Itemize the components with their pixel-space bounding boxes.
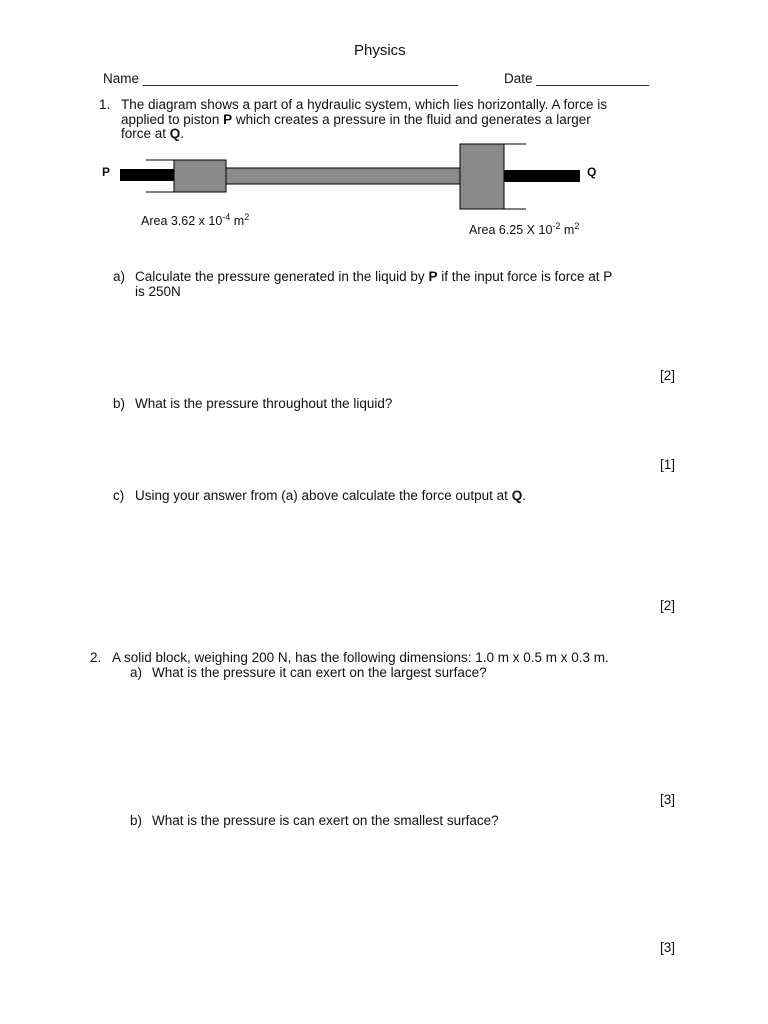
- q1b-text: What is the pressure throughout the liquid?: [135, 396, 393, 411]
- q1a-line-1: Calculate the pressure generated in the liquid by P if the input force is force at P: [135, 269, 613, 284]
- q1-number: 1.: [99, 97, 111, 112]
- name-blank[interactable]: __________________________________________: [142, 71, 459, 86]
- q1-line-2: applied to piston P which creates a pressure in the fluid and generates a larger: [121, 112, 591, 127]
- diagram-label-p: P: [102, 165, 111, 179]
- q2a-marks: [3]: [660, 792, 676, 807]
- q1a-line-2: is 250N: [135, 284, 181, 299]
- diagram-label-q: Q: [587, 165, 597, 179]
- q2b-label: b): [130, 813, 143, 828]
- q2-text: A solid block, weighing 200 N, has the following dimensions: 1.0 m x 0.5 m x 0.3 m.: [112, 650, 609, 665]
- page-title: Physics: [354, 42, 406, 59]
- piston-rod-q: [504, 170, 580, 182]
- q2b-marks: [3]: [660, 940, 676, 955]
- piston-rod-p: [120, 169, 174, 181]
- q2b-text: What is the pressure is can exert on the smallest surface?: [152, 813, 499, 828]
- connecting-pipe: [226, 168, 460, 184]
- q1c-text: Using your answer from (a) above calculate the force output at Q.: [135, 488, 526, 503]
- q2-number: 2.: [90, 650, 102, 665]
- q1-piston-p: P: [223, 112, 233, 127]
- q2a-text: What is the pressure it can exert on the largest surface?: [152, 665, 487, 680]
- q1c-label: c): [113, 488, 125, 503]
- date-label: Date: [504, 71, 533, 86]
- q1b-label: b): [113, 396, 126, 411]
- date-blank[interactable]: _______________: [536, 71, 649, 86]
- name-label: Name: [103, 71, 140, 86]
- area-large-label: Area 6.25 X $10^{-2}$ $m^2$: [469, 221, 580, 237]
- q1-point-q: Q: [169, 126, 181, 141]
- q1a-label: a): [113, 269, 126, 284]
- small-piston: [174, 160, 226, 192]
- area-small-label: Area 3.62 x $10^{-4}$ $m^2$: [141, 212, 250, 228]
- q1b-marks: [1]: [660, 457, 676, 472]
- q1a-marks: [2]: [660, 368, 676, 383]
- q2a-label: a): [130, 665, 143, 680]
- q1-line-1: The diagram shows a part of a hydraulic system, which lies horizontally. A force is: [121, 97, 607, 112]
- q1-line-3: force at Q.: [121, 126, 185, 141]
- large-piston: [460, 144, 504, 209]
- q1c-marks: [2]: [660, 598, 676, 613]
